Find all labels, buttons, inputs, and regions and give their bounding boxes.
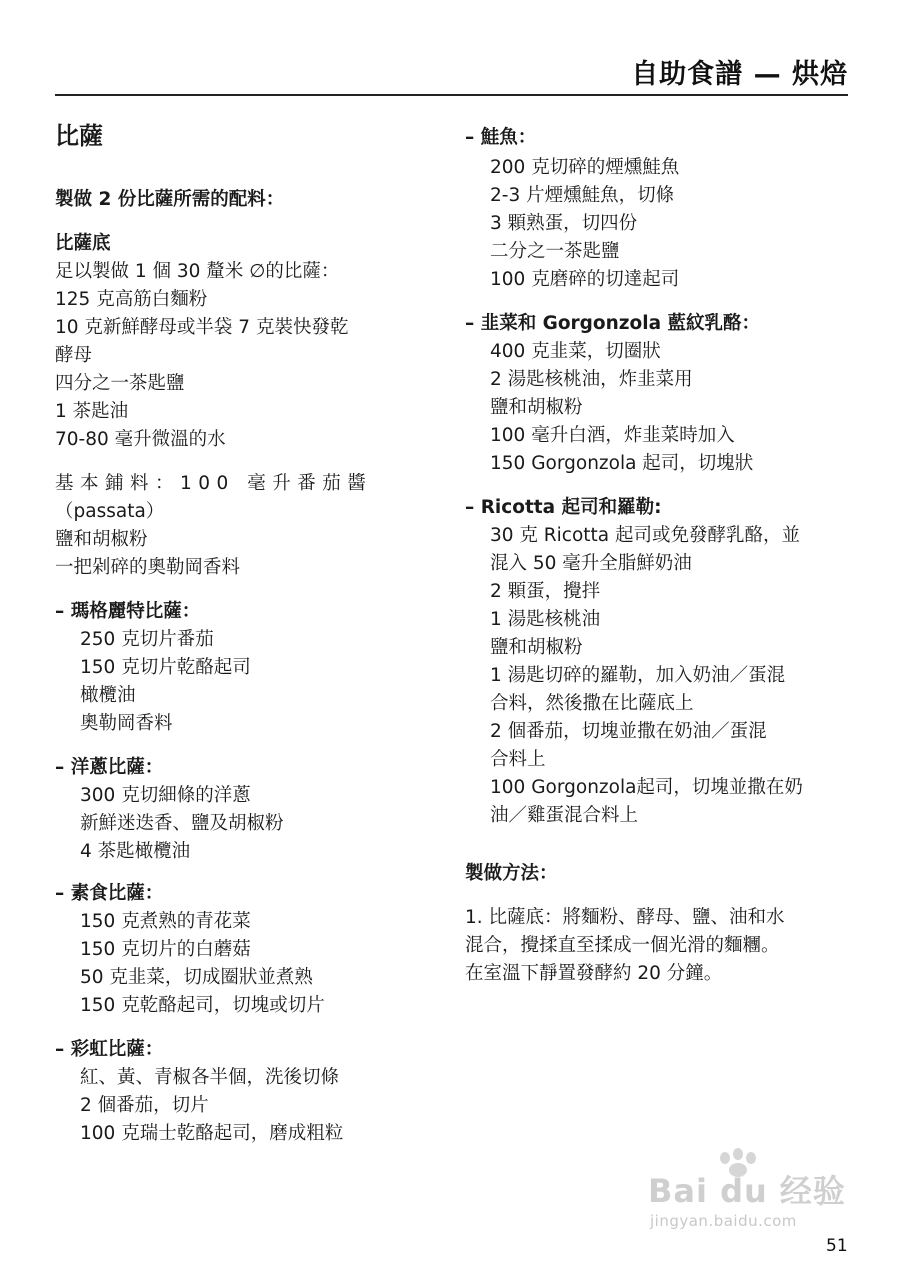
rainbow-item: 2 個番茄，切片 bbox=[80, 1095, 209, 1116]
method-line: 1. 比薩底：將麵粉、酵母、鹽、油和水 bbox=[465, 907, 785, 928]
ingredients-heading: 製做 2 份比薩所需的配料： bbox=[55, 189, 285, 210]
base-heading: 比薩底 bbox=[55, 233, 111, 254]
page-title: 自助食譜 — 烘焙 bbox=[631, 59, 848, 90]
ricotta-title: – Ricotta 起司和羅勒: bbox=[465, 497, 662, 518]
base-line: 酵母 bbox=[55, 345, 93, 366]
base-line: 四分之一茶匙鹽 bbox=[55, 373, 185, 394]
rainbow-title: – 彩虹比薩： bbox=[55, 1039, 164, 1060]
salmon-item: 200 克切碎的煙燻鮭魚 bbox=[490, 157, 680, 178]
leek-item: 400 克韭菜，切圈狀 bbox=[490, 341, 661, 362]
ricotta-item: 油／雞蛋混合料上 bbox=[490, 805, 639, 826]
salmon-item: 2-3 片煙燻鮭魚，切條 bbox=[490, 185, 675, 206]
ricotta-item: 合料上 bbox=[490, 749, 546, 770]
margherita-item: 奧勒岡香料 bbox=[80, 713, 173, 734]
salmon-item: 100 克磨碎的切達起司 bbox=[490, 269, 680, 290]
ricotta-item: 2 個番茄，切塊並撒在奶油／蛋混 bbox=[490, 721, 767, 742]
ricotta-item: 合料，然後撒在比薩底上 bbox=[490, 693, 694, 714]
ricotta-item: 1 湯匙核桃油 bbox=[490, 609, 601, 630]
method-line: 在室溫下靜置發酵約 20 分鐘。 bbox=[465, 963, 723, 984]
veg-item: 150 克乾酪起司，切塊或切片 bbox=[80, 995, 325, 1016]
ricotta-item: 鹽和胡椒粉 bbox=[490, 637, 583, 658]
ricotta-item: 混入 50 毫升全脂鮮奶油 bbox=[490, 553, 692, 574]
salmon-item: 3 顆熟蛋，切四份 bbox=[490, 213, 638, 234]
veg-title: – 素食比薩： bbox=[55, 883, 164, 904]
base-line: 足以製做 1 個 30 釐米 ∅的比薩： bbox=[55, 261, 340, 282]
ricotta-item: 2 顆蛋，攪拌 bbox=[490, 581, 601, 602]
onion-item: 300 克切細條的洋蔥 bbox=[80, 785, 251, 806]
topping-line: 基本鋪料：100 毫升番茄醬 bbox=[55, 473, 373, 494]
recipe-title: 比薩 bbox=[55, 122, 103, 150]
leek-title: – 韭菜和 Gorgonzola 藍紋乳酪： bbox=[465, 313, 761, 334]
ricotta-item: 100 Gorgonzola起司，切塊並撒在奶 bbox=[490, 777, 803, 798]
onion-title: – 洋蔥比薩： bbox=[55, 757, 164, 778]
topping-line: （passata） bbox=[55, 501, 165, 522]
ricotta-item: 1 湯匙切碎的羅勒，加入奶油／蛋混 bbox=[490, 665, 786, 686]
onion-item: 新鮮迷迭香、鹽及胡椒粉 bbox=[80, 813, 284, 834]
watermark-logo: Bai du 经验 bbox=[648, 1172, 846, 1210]
margherita-item: 橄欖油 bbox=[80, 685, 136, 706]
base-line: 10 克新鮮酵母或半袋 7 克裝快發乾 bbox=[55, 317, 349, 338]
veg-item: 150 克切片的白蘑菇 bbox=[80, 939, 251, 960]
method-line: 混合，攪揉直至揉成一個光滑的麵糰。 bbox=[465, 935, 780, 956]
leek-item: 100 毫升白酒，炸韭菜時加入 bbox=[490, 425, 735, 446]
margherita-title: – 瑪格麗特比薩： bbox=[55, 601, 201, 622]
margherita-item: 150 克切片乾酪起司 bbox=[80, 657, 251, 678]
salmon-title: – 鮭魚： bbox=[465, 127, 537, 148]
topping-line: 鹽和胡椒粉 bbox=[55, 529, 148, 550]
base-line: 1 茶匙油 bbox=[55, 401, 129, 422]
onion-item: 4 茶匙橄欖油 bbox=[80, 841, 191, 862]
leek-item: 鹽和胡椒粉 bbox=[490, 397, 583, 418]
base-line: 70-80 毫升微溫的水 bbox=[55, 429, 226, 450]
salmon-item: 二分之一茶匙鹽 bbox=[490, 241, 620, 262]
leek-item: 150 Gorgonzola 起司，切塊狀 bbox=[490, 453, 754, 474]
method-heading: 製做方法： bbox=[465, 863, 558, 884]
margherita-item: 250 克切片番茄 bbox=[80, 629, 214, 650]
rainbow-item: 100 克瑞士乾酪起司，磨成粗粒 bbox=[80, 1123, 344, 1144]
watermark-url: jingyan.baidu.com bbox=[650, 1212, 797, 1230]
topping-line: 一把剁碎的奧勒岡香料 bbox=[55, 557, 241, 578]
veg-item: 150 克煮熟的青花菜 bbox=[80, 911, 251, 932]
header-divider bbox=[55, 94, 848, 96]
ricotta-item: 30 克 Ricotta 起司或免發酵乳酪，並 bbox=[490, 525, 801, 546]
veg-item: 50 克韭菜，切成圈狀並煮熟 bbox=[80, 967, 313, 988]
base-line: 125 克高筋白麵粉 bbox=[55, 289, 208, 310]
page-number: 51 bbox=[826, 1236, 848, 1256]
rainbow-item: 紅、黃、青椒各半個，洗後切條 bbox=[80, 1067, 340, 1088]
leek-item: 2 湯匙核桃油，炸韭菜用 bbox=[490, 369, 693, 390]
